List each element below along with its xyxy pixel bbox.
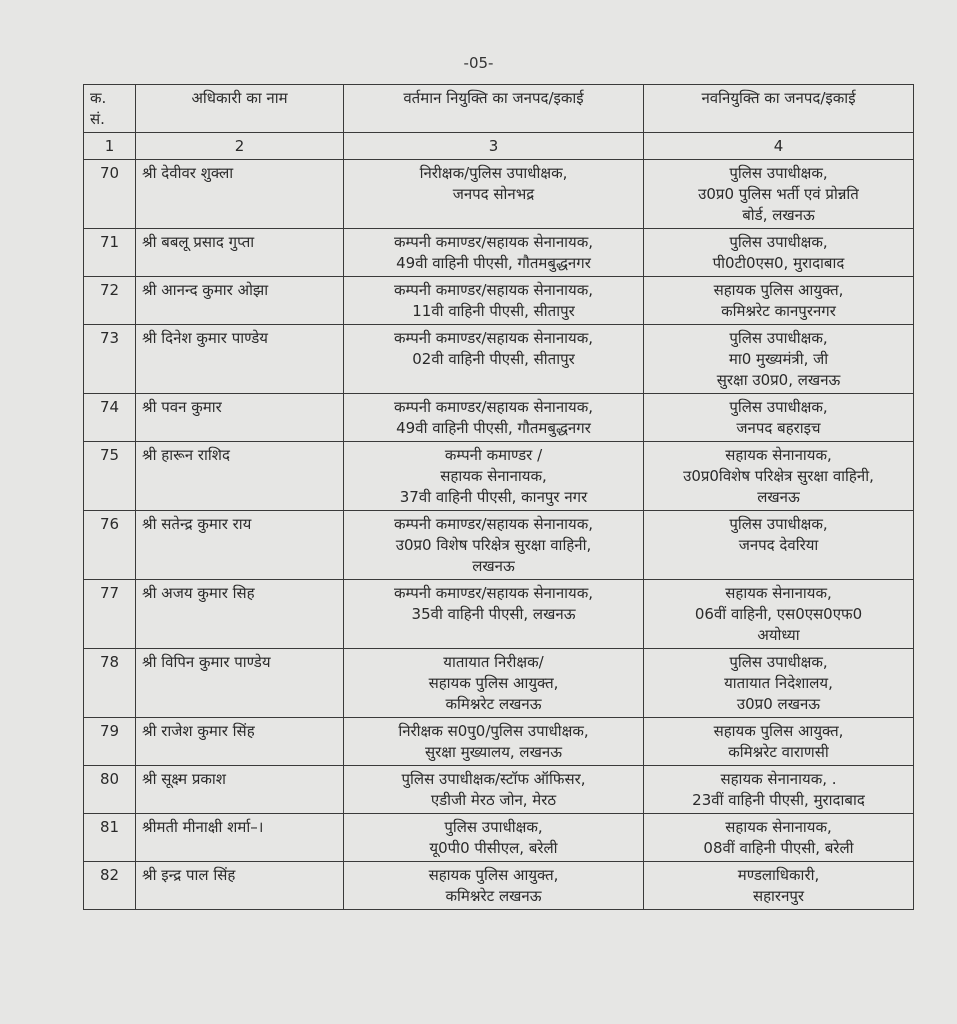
serial-number: 79 bbox=[84, 718, 136, 766]
current-posting bbox=[344, 277, 644, 325]
current-posting-line: सहायक पुलिस आयुक्त, bbox=[428, 866, 559, 884]
current-posting-line: उ0प्र0 विशेष परिक्षेत्र सुरक्षा वाहिनी, bbox=[395, 536, 592, 554]
new-posting-line: पुलिस उपाधीक्षक, bbox=[729, 233, 828, 251]
current-posting-line: पुलिस उपाधीक्षक/स्टॉफ ऑफिसर, bbox=[401, 770, 586, 788]
table-body bbox=[84, 160, 914, 910]
new-posting bbox=[644, 325, 914, 394]
new-posting-line: पुलिस उपाधीक्षक, bbox=[729, 329, 828, 347]
current-posting-line: सहायक पुलिस आयुक्त, bbox=[428, 674, 559, 692]
officer-name: श्री विपिन कुमार पाण्डेय bbox=[136, 649, 344, 718]
new-posting-line: 06वीं वाहिनी, एस0एस0एफ0 bbox=[694, 605, 863, 623]
current-posting-line: कम्पनी कमाण्डर/सहायक सेनानायक, bbox=[393, 515, 594, 533]
table-row bbox=[84, 229, 914, 277]
serial-number: 72 bbox=[84, 277, 136, 325]
new-posting-line: सहायक सेनानायक, bbox=[725, 818, 832, 836]
current-posting-line: कमिश्नरेट लखनऊ bbox=[445, 887, 542, 905]
current-posting bbox=[344, 325, 644, 394]
new-posting-line: सहायक सेनानायक, . bbox=[720, 770, 837, 788]
serial-number: 77 bbox=[84, 580, 136, 649]
officer-name: श्री सतेन्द्र कुमार राय bbox=[136, 511, 344, 580]
transfer-list-table bbox=[83, 84, 914, 910]
new-posting-line: उ0प्र0 लखनऊ bbox=[736, 695, 821, 713]
officer-name: श्री इन्द्र पाल सिंह bbox=[136, 862, 344, 910]
current-posting-line: 11वी वाहिनी पीएसी, सीतापुर bbox=[412, 302, 575, 320]
new-posting-line: कमिश्नरेट वाराणसी bbox=[728, 743, 829, 761]
officer-name: श्री आनन्द कुमार ओझा bbox=[136, 277, 344, 325]
serial-number: 82 bbox=[84, 862, 136, 910]
current-posting-line: 02वी वाहिनी पीएसी, सीतापुर bbox=[412, 350, 575, 368]
new-posting bbox=[644, 718, 914, 766]
current-posting-line: सहायक सेनानायक, bbox=[440, 467, 547, 485]
column-number: 2 bbox=[136, 133, 344, 160]
new-posting-line: पुलिस उपाधीक्षक, bbox=[729, 653, 828, 671]
current-posting-line: कम्पनी कमाण्डर/सहायक सेनानायक, bbox=[393, 281, 594, 299]
officer-name: श्री अजय कुमार सिह bbox=[136, 580, 344, 649]
serial-number: 71 bbox=[84, 229, 136, 277]
officer-name: श्री देवीवर शुक्ला bbox=[136, 160, 344, 229]
column-number: 1 bbox=[84, 133, 136, 160]
new-posting bbox=[644, 277, 914, 325]
table-row bbox=[84, 325, 914, 394]
officer-name: श्रीमती मीनाक्षी शर्मा–। bbox=[136, 814, 344, 862]
new-posting bbox=[644, 766, 914, 814]
table-row bbox=[84, 814, 914, 862]
new-posting bbox=[644, 229, 914, 277]
current-posting bbox=[344, 649, 644, 718]
current-posting bbox=[344, 862, 644, 910]
current-posting bbox=[344, 160, 644, 229]
new-posting bbox=[644, 862, 914, 910]
serial-number: 80 bbox=[84, 766, 136, 814]
table-row bbox=[84, 394, 914, 442]
serial-number: 73 bbox=[84, 325, 136, 394]
table-row bbox=[84, 442, 914, 511]
new-posting bbox=[644, 160, 914, 229]
header-current-posting: वर्तमान नियुक्ति का जनपद/इकाई bbox=[344, 85, 644, 133]
current-posting-line: कम्पनी कमाण्डर/सहायक सेनानायक, bbox=[393, 329, 594, 347]
table-row bbox=[84, 718, 914, 766]
new-posting bbox=[644, 511, 914, 580]
table-row bbox=[84, 580, 914, 649]
current-posting-line: यू0पी0 पीसीएल, बरेली bbox=[429, 839, 558, 857]
new-posting bbox=[644, 442, 914, 511]
new-posting-line: अयोध्या bbox=[757, 626, 800, 644]
column-number-row bbox=[84, 133, 914, 160]
new-posting-line: 08वीं वाहिनी पीएसी, बरेली bbox=[703, 839, 854, 857]
current-posting-line: कमिश्नरेट लखनऊ bbox=[445, 695, 542, 713]
new-posting-line: सुरक्षा उ0प्र0, लखनऊ bbox=[716, 371, 841, 389]
page-number: -05- bbox=[463, 54, 494, 72]
current-posting-line: सुरक्षा मुख्यालय, लखनऊ bbox=[425, 743, 562, 761]
table-row bbox=[84, 862, 914, 910]
current-posting-line: कम्पनी कमाण्डर/सहायक सेनानायक, bbox=[393, 233, 594, 251]
new-posting-line: 23वीं वाहिनी पीएसी, मुरादाबाद bbox=[692, 791, 865, 809]
officer-name: श्री पवन कुमार bbox=[136, 394, 344, 442]
current-posting bbox=[344, 718, 644, 766]
serial-number: 81 bbox=[84, 814, 136, 862]
new-posting-line: यातायात निदेशालय, bbox=[724, 674, 833, 692]
current-posting-line: 37वी वाहिनी पीएसी, कानपुर नगर bbox=[399, 488, 588, 506]
current-posting-line: निरीक्षक स0पु0/पुलिस उपाधीक्षक, bbox=[398, 722, 589, 740]
table-row bbox=[84, 511, 914, 580]
serial-number: 75 bbox=[84, 442, 136, 511]
header-serial-number: क. सं. bbox=[84, 85, 136, 133]
header-row bbox=[84, 85, 914, 133]
new-posting-line: पुलिस उपाधीक्षक, bbox=[729, 515, 828, 533]
current-posting-line: कम्पनी कमाण्डर / bbox=[444, 446, 543, 464]
serial-number: 78 bbox=[84, 649, 136, 718]
serial-number: 76 bbox=[84, 511, 136, 580]
current-posting-line: 35वी वाहिनी पीएसी, लखनऊ bbox=[411, 605, 576, 623]
current-posting bbox=[344, 394, 644, 442]
officer-name: श्री बबलू प्रसाद गुप्ता bbox=[136, 229, 344, 277]
current-posting-line: यातायात निरीक्षक/ bbox=[443, 653, 544, 671]
current-posting-line: जनपद सोनभद्र bbox=[452, 185, 535, 203]
officer-name: श्री राजेश कुमार सिंह bbox=[136, 718, 344, 766]
table-row bbox=[84, 766, 914, 814]
serial-number: 70 bbox=[84, 160, 136, 229]
column-number: 3 bbox=[344, 133, 644, 160]
new-posting-line: सहायक पुलिस आयुक्त, bbox=[713, 722, 844, 740]
current-posting bbox=[344, 580, 644, 649]
new-posting-line: मा0 मुख्यमंत्री, जी bbox=[728, 350, 829, 368]
new-posting-line: सहारनपुर bbox=[752, 887, 805, 905]
new-posting-line: उ0प्र0 पुलिस भर्ती एवं प्रोन्नति bbox=[698, 185, 859, 203]
current-posting-line: कम्पनी कमाण्डर/सहायक सेनानायक, bbox=[393, 398, 594, 416]
header-new-posting: नवनियुक्ति का जनपद/इकाई bbox=[644, 85, 914, 133]
new-posting-line: सहायक सेनानायक, bbox=[725, 446, 832, 464]
officer-name: श्री सूक्ष्म प्रकाश bbox=[136, 766, 344, 814]
current-posting-line: लखनऊ bbox=[472, 557, 515, 575]
current-posting-line: पुलिस उपाधीक्षक, bbox=[444, 818, 543, 836]
header-officer-name: अधिकारी का नाम bbox=[136, 85, 344, 133]
table-row bbox=[84, 277, 914, 325]
new-posting-line: बोर्ड, लखनऊ bbox=[742, 206, 815, 224]
new-posting-line: कमिश्नरेट कानपुरनगर bbox=[721, 302, 836, 320]
table-row bbox=[84, 649, 914, 718]
new-posting bbox=[644, 394, 914, 442]
new-posting bbox=[644, 580, 914, 649]
table-row bbox=[84, 160, 914, 229]
new-posting-line: पुलिस उपाधीक्षक, bbox=[729, 398, 828, 416]
new-posting bbox=[644, 649, 914, 718]
serial-number: 74 bbox=[84, 394, 136, 442]
current-posting-line: एडीजी मेरठ जोन, मेरठ bbox=[430, 791, 557, 809]
current-posting-line: निरीक्षक/पुलिस उपाधीक्षक, bbox=[419, 164, 568, 182]
current-posting-line: 49वी वाहिनी पीएसी, गौतमबुद्धनगर bbox=[396, 254, 591, 272]
new-posting-line: पुलिस उपाधीक्षक, bbox=[729, 164, 828, 182]
new-posting-line: सहायक सेनानायक, bbox=[725, 584, 832, 602]
current-posting bbox=[344, 229, 644, 277]
current-posting bbox=[344, 442, 644, 511]
new-posting-line: जनपद बहराइच bbox=[736, 419, 821, 437]
current-posting bbox=[344, 511, 644, 580]
current-posting-line: 49वी वाहिनी पीएसी, गौतमबुद्धनगर bbox=[396, 419, 591, 437]
current-posting bbox=[344, 766, 644, 814]
new-posting-line: मण्डलाधिकारी, bbox=[737, 866, 820, 884]
new-posting-line: सहायक पुलिस आयुक्त, bbox=[713, 281, 844, 299]
officer-name: श्री दिनेश कुमार पाण्डेय bbox=[136, 325, 344, 394]
officer-name: श्री हारून राशिद bbox=[136, 442, 344, 511]
column-number: 4 bbox=[644, 133, 914, 160]
new-posting bbox=[644, 814, 914, 862]
current-posting-line: कम्पनी कमाण्डर/सहायक सेनानायक, bbox=[393, 584, 594, 602]
new-posting-line: जनपद देवरिया bbox=[738, 536, 819, 554]
new-posting-line: पी0टी0एस0, मुरादाबाद bbox=[712, 254, 845, 272]
new-posting-line: लखनऊ bbox=[757, 488, 800, 506]
current-posting bbox=[344, 814, 644, 862]
new-posting-line: उ0प्र0विशेष परिक्षेत्र सुरक्षा वाहिनी, bbox=[683, 467, 874, 485]
